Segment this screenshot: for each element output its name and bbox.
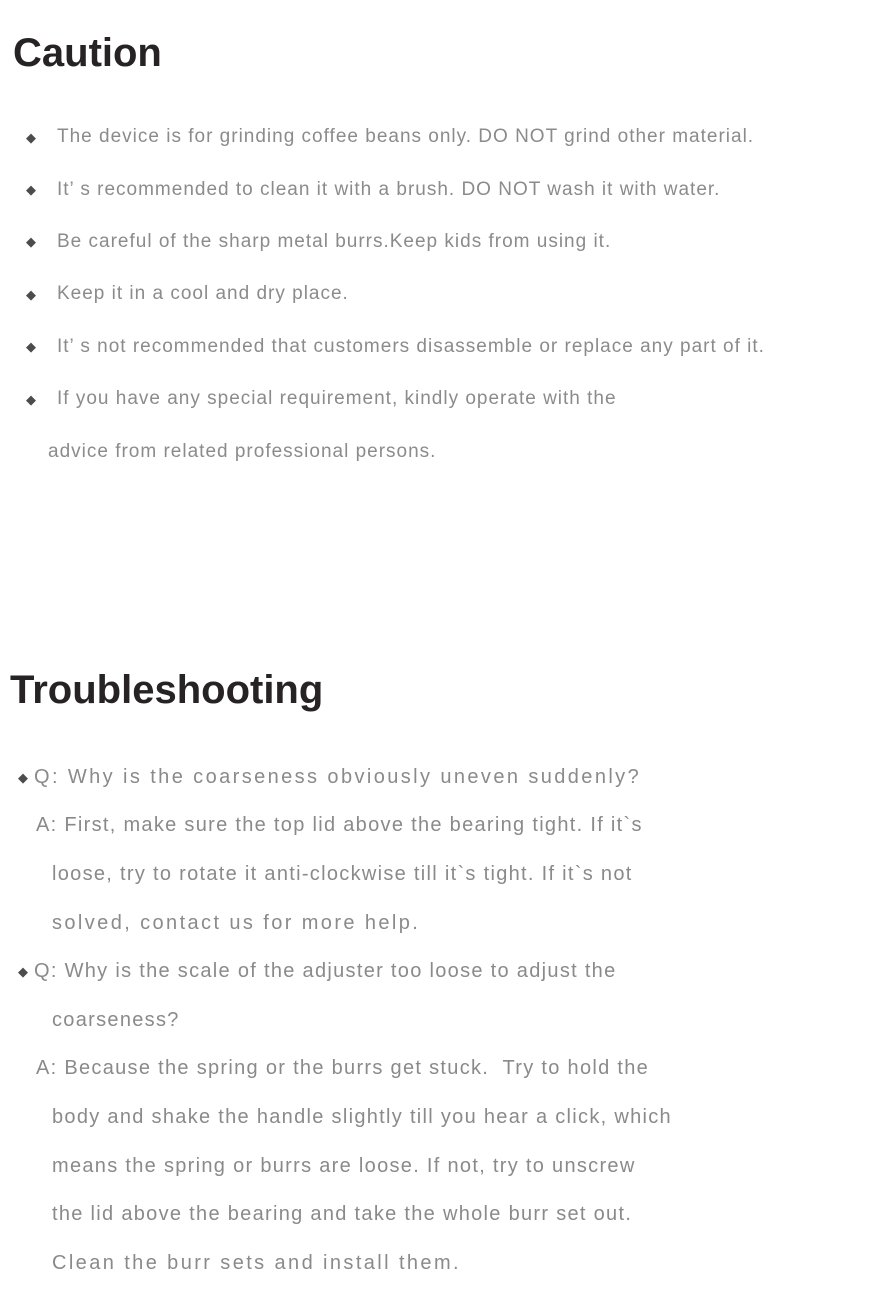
qa2-answer-line-3 [0,1142,880,1191]
qa2-answer-line-2 [0,1093,880,1142]
qa1-answer-line-2 [0,850,880,899]
caution-item-3-text: Be careful of the sharp metal burrs.Keep kids from using it. [57,230,612,252]
diamond-bullet-icon: ◆ [26,286,36,302]
qa2-question-line-1-text: Q: Why is the scale of the adjuster too loose to adjust the [34,960,617,983]
caution-item-1-text: The device is for grinding coffee beans only. DO NOT grind other material. [57,126,755,148]
qa2-answer-line-3-text: means the spring or burrs are loose. If not, try to unscrew [52,1154,636,1177]
caution-heading: Caution [13,31,162,75]
caution-item-4-text: Keep it in a cool and dry place. [57,283,349,305]
caution-item-3 [0,216,880,268]
caution-item-5-text: It’ s not recommended that customers disassemble or replace any part of it. [57,335,765,357]
diamond-bullet-icon: ◆ [18,964,28,980]
caution-item-4 [0,268,880,320]
diamond-bullet-icon: ◆ [26,234,36,250]
qa1-answer-line-2-text: loose, try to rotate it anti-clockwise till it`s tight. If it`s not [52,862,633,885]
qa2-answer-line-4-text: the lid above the bearing and take the whole burr set out. [52,1203,633,1226]
caution-item-6-line-2-text: advice from related professional persons. [48,440,437,462]
qa1-answer-line-3-text: solved, contact us for more help. [52,911,421,934]
troubleshooting-heading: Troubleshooting [10,668,324,712]
qa2-answer-line-4 [0,1190,880,1239]
caution-item-6-text: If you have any special requirement, kindly operate with the [57,388,617,410]
qa2-answer-line-1-text: A: Because the spring or the burrs get stuck. Try to hold the [36,1057,650,1080]
diamond-bullet-icon: ◆ [18,769,28,785]
qa1-answer-line-3 [0,899,880,948]
diamond-bullet-icon: ◆ [26,182,36,198]
caution-list [0,111,880,478]
caution-item-2 [0,163,880,215]
qa2-answer-line-2-text: body and shake the handle slightly till you hear a click, which [52,1105,672,1128]
diamond-bullet-icon: ◆ [26,129,36,145]
troubleshooting-list [0,753,880,1288]
qa2-answer-line-5-text: Clean the burr sets and install them. [52,1251,461,1274]
caution-item-2-text: It’ s recommended to clean it with a brush. DO NOT wash it with water. [57,178,721,200]
caution-item-6-line-2 [0,425,880,477]
qa1-question [0,753,880,802]
qa2-question-line-2-text: coarseness? [52,1008,180,1031]
caution-item-1 [0,111,880,163]
qa1-question-text: Q: Why is the coarseness obviously uneven suddenly? [34,765,642,788]
qa1-answer-line-1 [0,802,880,851]
diamond-bullet-icon: ◆ [26,391,36,407]
diamond-bullet-icon: ◆ [26,339,36,355]
qa2-question-line-1 [0,947,880,996]
qa2-answer-line-1 [0,1045,880,1094]
caution-item-5 [0,321,880,373]
qa2-question-line-2 [0,996,880,1045]
qa1-answer-line-1-text: A: First, make sure the top lid above the bearing tight. If it`s [36,814,643,837]
caution-item-6 [0,373,880,425]
qa2-answer-line-5 [0,1239,880,1288]
